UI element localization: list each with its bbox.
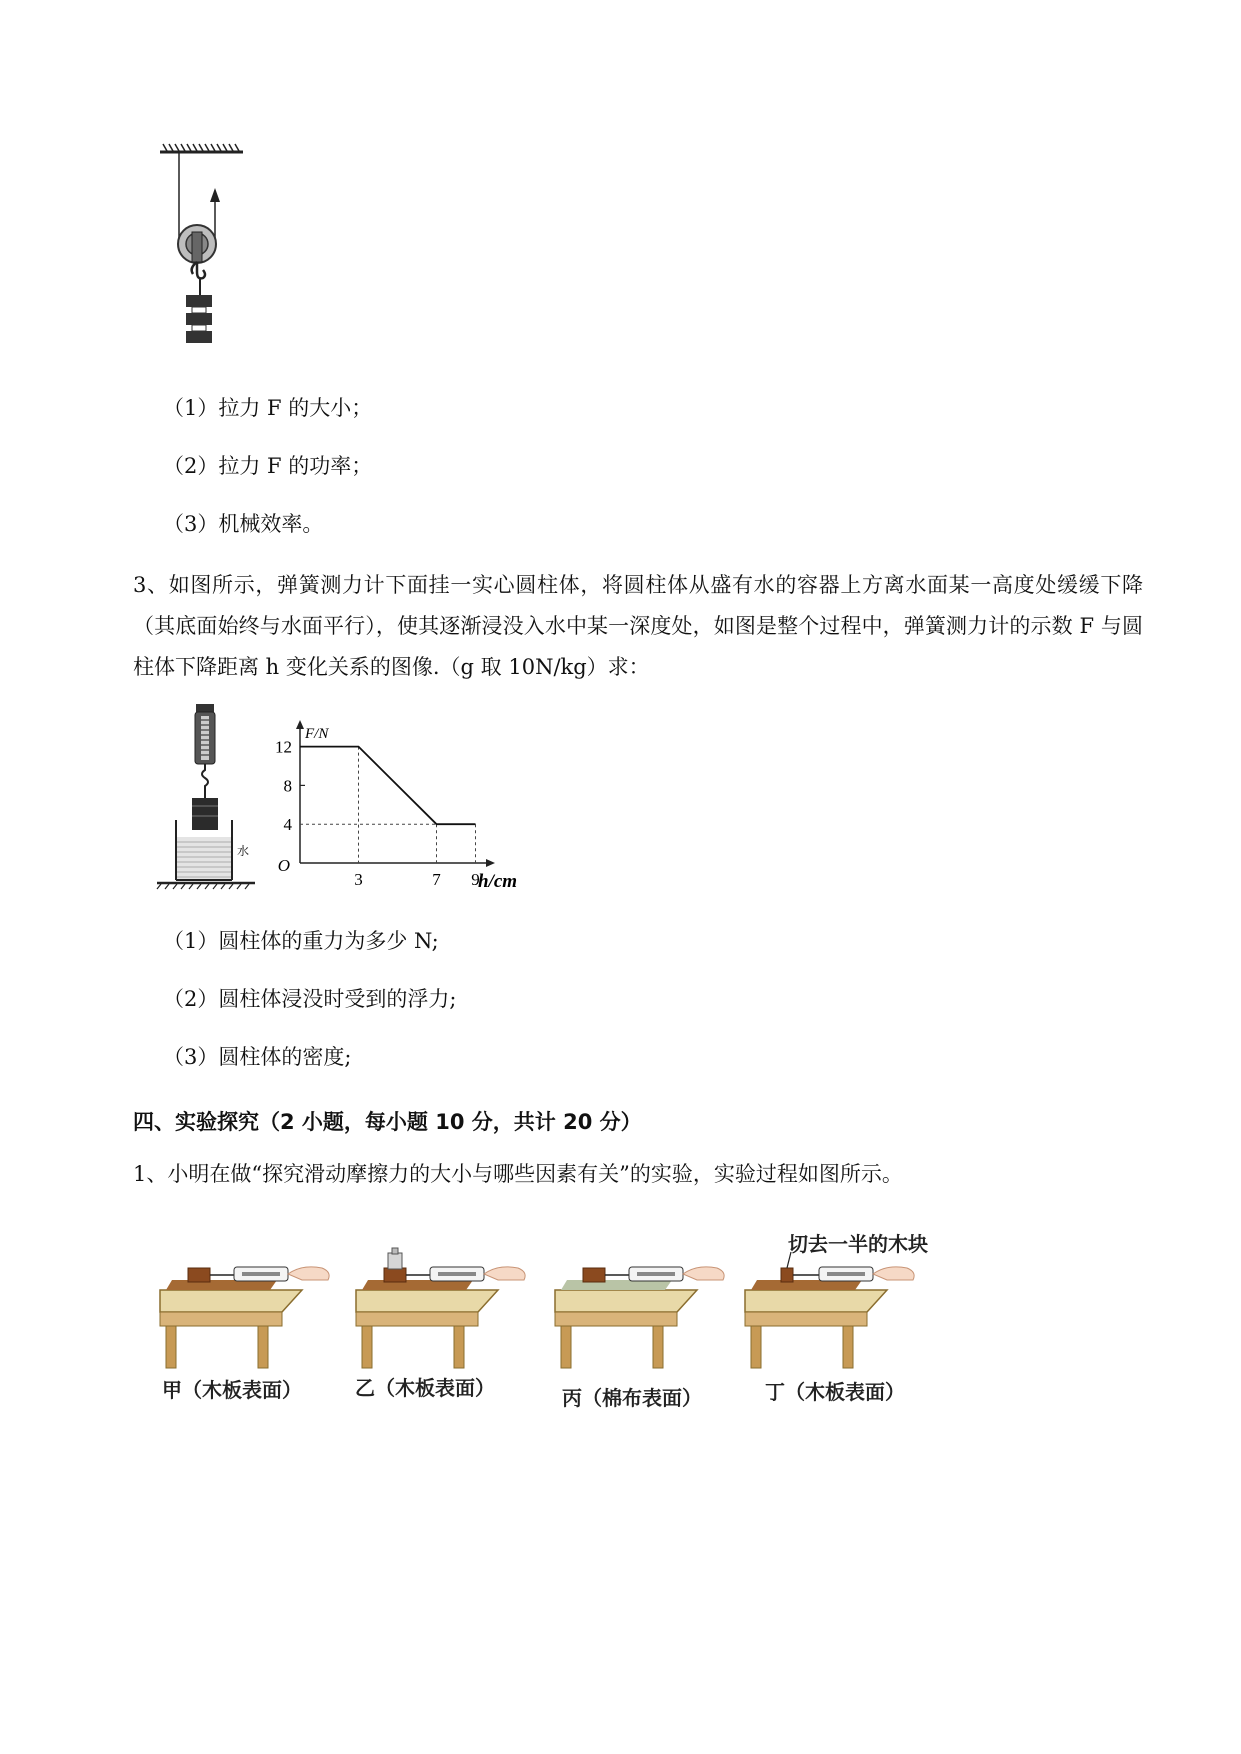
experiment-panel-jia (152, 1250, 342, 1370)
y-axis-arrow (296, 720, 304, 729)
caption-bing: 丙（棉布表面） (562, 1386, 702, 1410)
x-tick-label-7: 7 (432, 870, 441, 889)
caption-jia: 甲（木板表面） (162, 1378, 302, 1402)
q3-item-1: （1）圆柱体的重力为多少 N; (163, 929, 439, 953)
spring-scale-figure (155, 700, 260, 890)
q3-item-2: （2）圆柱体浸没时受到的浮力; (163, 987, 457, 1011)
pulley-figure (155, 140, 255, 355)
x-tick-label-9: 9 (471, 870, 480, 889)
x-axis-arrow (486, 859, 495, 867)
cut-block-label: 切去一半的木块 (788, 1232, 928, 1256)
experiment-panel-bing (547, 1250, 737, 1370)
force-depth-chart (262, 718, 518, 892)
water-label: 水 (237, 844, 250, 858)
caption-ding: 丁（木板表面） (765, 1380, 905, 1404)
q3-item-3: （3）圆柱体的密度; (163, 1045, 352, 1069)
experiment-panel-ding (737, 1250, 927, 1370)
y-tick-label-12: 12 (275, 737, 292, 757)
series-line (300, 747, 476, 825)
q2-item-1: （1）拉力 F 的大小； (163, 396, 373, 420)
q3-text: 3、如图所示，弹簧测力计下面挂一实心圆柱体，将圆柱体从盛有水的容器上方离水面某一高度处缓缓下降（其底面始终与水面平行），使其逐渐浸没入水中某一深度处，如图是整个过程中，弹簧测力计的示数 F 与圆柱体下降距离 h 变化关系的图像.（g 取 10N/kg）求： (133, 573, 1143, 679)
y-axis-label: F/N (305, 726, 329, 742)
x-axis-label: h/cm (478, 871, 518, 892)
q2-item-3: （3）机械效率。 (163, 512, 324, 536)
experiment-panel-yi (348, 1245, 538, 1370)
s4-q1-text: 1、小明在做“探究滑动摩擦力的大小与哪些因素有关”的实验，实验过程如图所示。 (133, 1162, 903, 1186)
section-4-heading: 四、实验探究（2 小题，每小题 10 分，共计 20 分） (133, 1110, 642, 1134)
q2-item-2: （2）拉力 F 的功率； (163, 454, 373, 478)
y-tick-label-4: 4 (283, 815, 292, 835)
origin-label: O (277, 856, 290, 875)
caption-yi: 乙（木板表面） (355, 1376, 495, 1400)
y-tick-label-8: 8 (283, 776, 292, 796)
x-tick-label-3: 3 (354, 870, 363, 889)
